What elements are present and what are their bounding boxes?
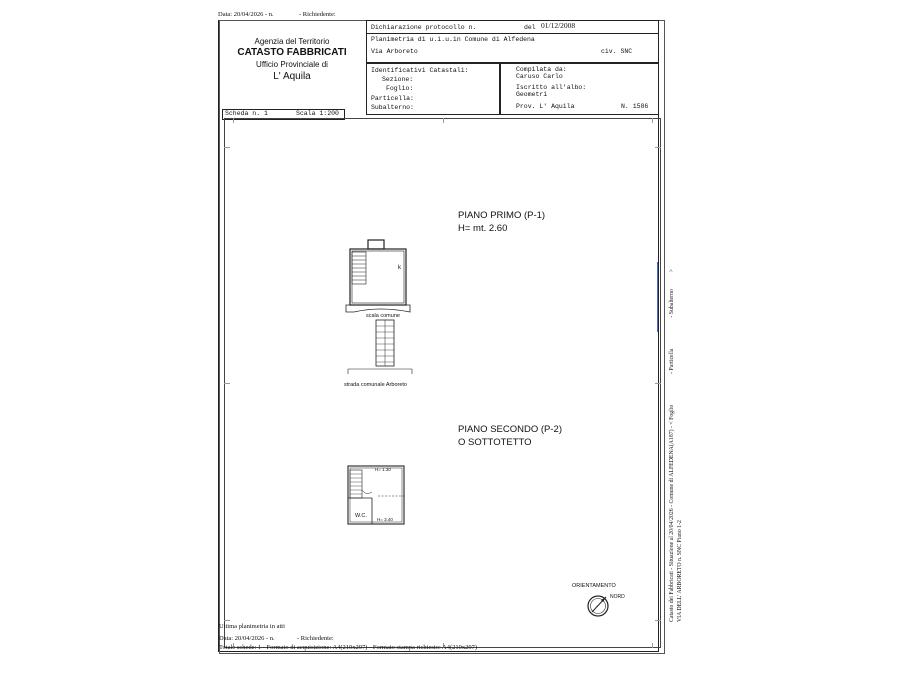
scala-label: Scala 1:200 xyxy=(296,110,339,117)
subalterno-label: Subalterno: xyxy=(371,104,414,111)
tick-mark xyxy=(652,643,653,648)
scala-comune-label: scala comune xyxy=(366,313,400,319)
piano-secondo-title: PIANO SECONDO (P-2) xyxy=(458,424,562,435)
strada-label: strada comunale Arboreto xyxy=(344,382,407,388)
sezione-label: Sezione: xyxy=(382,76,414,83)
margin-mark xyxy=(657,262,658,332)
del-date: 01/12/2008 xyxy=(541,21,576,30)
del-label: del xyxy=(524,24,536,31)
orientamento-label: ORIENTAMENTO xyxy=(572,583,616,589)
top-data-label: Data: 20/04/2026 - n. xyxy=(218,11,274,18)
compilata-label: Compilata da: xyxy=(516,66,567,73)
agency-line2: CATASTO FABBRICATI xyxy=(237,47,347,58)
identificativi-label: Identificativi Catastali: xyxy=(371,67,469,74)
footer-richiedente-label: - Richiedente: xyxy=(297,635,334,642)
top-richiedente-label: - Richiedente: xyxy=(299,11,336,18)
wc-label: W.C. xyxy=(355,513,367,519)
via-label: Via Arboreto xyxy=(371,48,418,55)
tick-mark xyxy=(655,620,661,621)
header-divider xyxy=(366,33,659,34)
compilatore-name: Caruso Carlo xyxy=(516,73,563,80)
piano-primo-altezza: H= mt. 2.60 xyxy=(458,223,508,234)
agency-line1: Agenzia del Territorio xyxy=(254,37,330,46)
planimetria-label: Planimetria di u.i.u.in Comune di Alfedena xyxy=(371,36,535,43)
side-line1-close: > xyxy=(669,268,675,273)
tick-mark xyxy=(233,118,234,123)
k-label: k xyxy=(398,265,401,271)
side-line1 xyxy=(669,269,675,622)
side-line1-main: Catasto dei Fabbricati - Situazione al 20/04/2026 - Comune di ALFEDENA(A187) - < Foglio xyxy=(669,404,675,622)
tick-mark xyxy=(652,118,653,123)
iscritto-label: Iscritto all'albo: xyxy=(516,84,587,91)
tick-mark xyxy=(655,147,661,148)
dichiarazione-label: Dichiarazione protocollo n. xyxy=(371,24,477,31)
tick-mark xyxy=(443,118,444,123)
nord-label: NORD xyxy=(610,594,625,600)
drawing-frame xyxy=(224,118,661,648)
compass-icon xyxy=(586,594,610,618)
footer-data-label: Data: 20/04/2026 - n. xyxy=(219,635,275,642)
h-bottom-label: H= 3.40 xyxy=(377,517,393,522)
footer-totale-label: Totale schede: 1 - Formato di acquisizione: A4(210x297) - Formato stampa richiesto: A4(210x297) xyxy=(219,644,478,651)
floor-plan-primo xyxy=(340,236,420,376)
numero-label: N. 1586 xyxy=(621,103,649,110)
piano-primo-title: PIANO PRIMO (P-1) xyxy=(458,210,546,221)
tick-mark xyxy=(655,383,661,384)
ultima-label: Ultima planimetria in atti xyxy=(219,623,285,630)
civ-label: civ. SNC xyxy=(601,48,633,55)
scheda-label: Scheda n. 1 xyxy=(225,110,268,117)
tick-mark xyxy=(224,383,230,384)
side-line1-particella: - Particella xyxy=(669,348,675,374)
side-line1-subalterno: - Subalterno xyxy=(669,289,675,318)
side-line2: VIA DELL' ARBORETO n. SNC Piano 1-2 xyxy=(677,520,683,622)
albo-value: Geometri xyxy=(516,91,548,98)
tick-mark xyxy=(224,620,230,621)
agency-line4: L' Aquila xyxy=(273,71,311,82)
tick-mark xyxy=(224,147,230,148)
h-top-label: H= 1.30 xyxy=(375,467,391,472)
piano-secondo-subtitle: O SOTTOTETTO xyxy=(458,437,532,448)
prov-label: Prov. L' Aquila xyxy=(516,103,575,110)
foglio-label: Foglio: xyxy=(386,85,414,92)
particella-label: Particella: xyxy=(371,95,414,102)
agency-line3: Ufficio Provinciale di xyxy=(256,60,328,69)
